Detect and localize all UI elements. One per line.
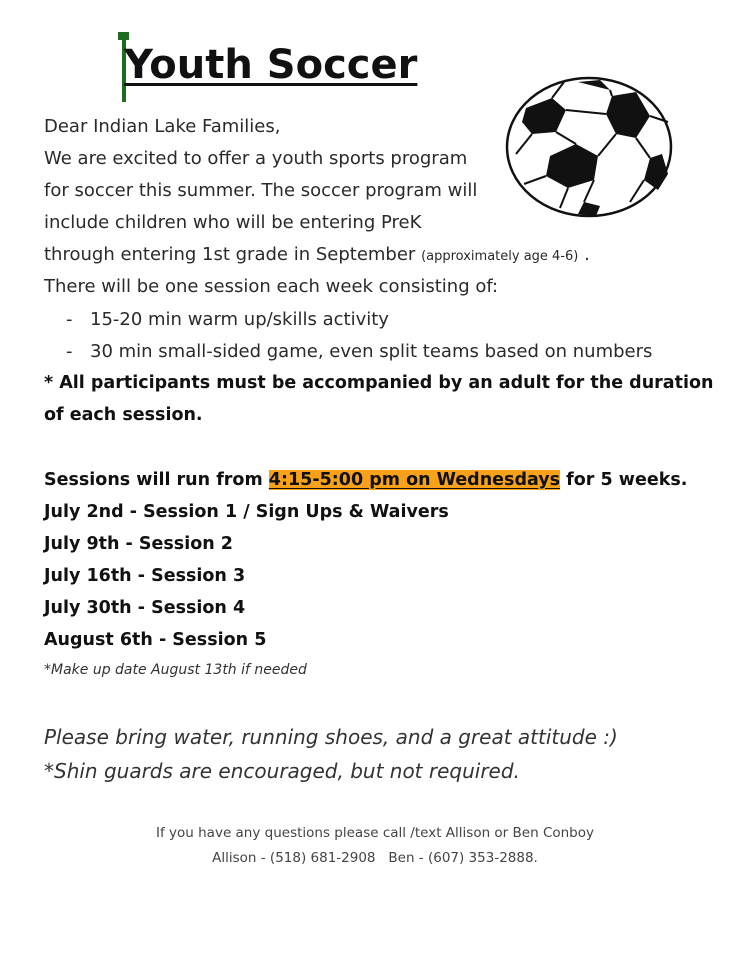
requirement-line-2: of each session.	[44, 405, 203, 425]
bring-line-1: Please bring water, running shoes, and a great attitude :)	[44, 725, 618, 749]
makeup-note: *Make up date August 13th if needed	[44, 662, 307, 678]
session-item: July 9th - Session 2	[44, 534, 233, 554]
text-cursor-cap	[118, 32, 129, 40]
activity-item	[66, 341, 652, 362]
intro-line-3: include children who will be entering PreK	[44, 212, 422, 233]
bullet-dash: -	[66, 341, 73, 362]
intro-line-4-text: through entering 1st grade in September	[44, 244, 416, 265]
age-note: (approximately age 4-6)	[421, 249, 579, 264]
bring-line-2: *Shin guards are encouraged, but not required.	[44, 759, 520, 783]
session-item: August 6th - Session 5	[44, 630, 267, 650]
session-item: July 30th - Session 4	[44, 598, 246, 618]
requirement-line-1: * All participants must be accompanied by an adult for the duration	[44, 373, 714, 393]
session-item: July 2nd - Session 1 / Sign Ups & Waivers	[44, 502, 449, 522]
activity-text: 15-20 min warm up/skills activity	[90, 309, 389, 330]
intro-line-1: We are excited to offer a youth sports program	[44, 148, 468, 169]
schedule-summary	[44, 470, 687, 490]
contact-line-1: If you have any questions please call /text Allison or Ben Conboy	[156, 825, 594, 841]
greeting: Dear Indian Lake Families,	[44, 116, 281, 137]
schedule-lead: Sessions will run from	[44, 470, 269, 490]
activity-text: 30 min small-sided game, even split teams based on numbers	[90, 341, 653, 362]
page-title: Youth Soccer	[124, 42, 418, 88]
intro-line-4	[44, 244, 590, 265]
schedule-time-highlight: 4:15-5:00 pm on Wednesdays	[268, 470, 561, 490]
intro-line-2: for soccer this summer. The soccer program will	[44, 180, 478, 201]
schedule-tail: for 5 weeks.	[560, 470, 688, 490]
soccer-ball-icon	[504, 76, 674, 218]
activity-item	[66, 309, 389, 330]
contact-line-2: Allison - (518) 681-2908 Ben - (607) 353-2888.	[212, 850, 538, 866]
intro-line-4-end: .	[578, 244, 590, 265]
session-item: July 16th - Session 3	[44, 566, 246, 586]
bullet-dash: -	[66, 309, 73, 330]
intro-line-5: There will be one session each week consisting of:	[44, 276, 499, 297]
